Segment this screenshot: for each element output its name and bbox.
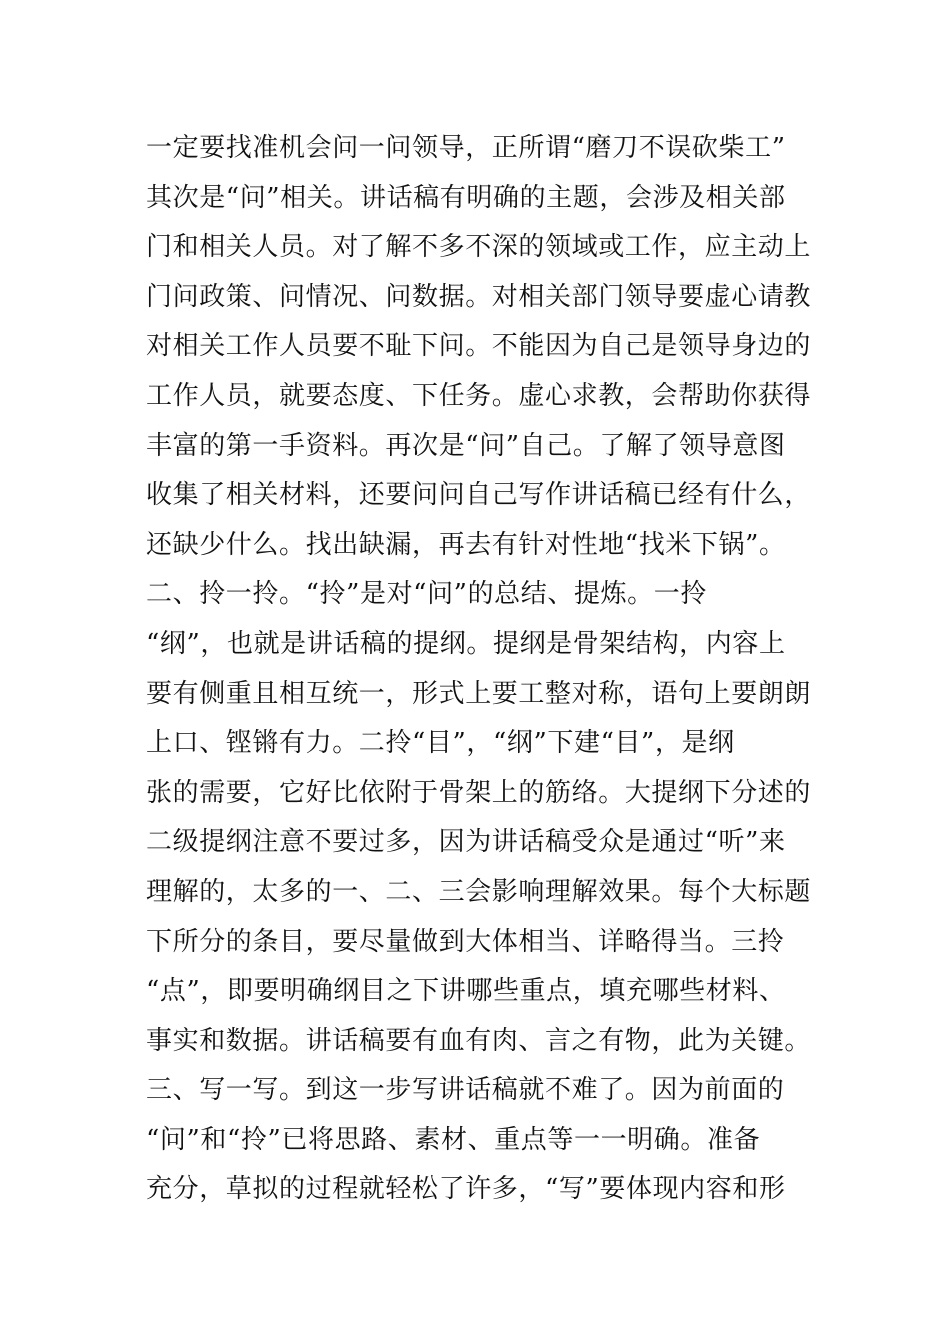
text-line: 还缺少什么。找出缺漏，再去有针对性地“找米下锅”。 (146, 529, 786, 560)
text-line: 对相关工作人员要不耻下问。不能因为自己是领导身边的 (146, 331, 812, 362)
text-line: “点”，即要明确纲目之下讲哪些重点，填充哪些材料、 (146, 976, 786, 1007)
text-line: “问”和“拎”已将思路、素材、重点等一一明确。准备 (146, 1124, 761, 1155)
body-text (146, 124, 846, 1215)
text-line: 要有侧重且相互统一，形式上要工整对称，语句上要朗朗 (146, 678, 812, 709)
text-line: 下所分的条目，要尽量做到大体相当、详略得当。三拎 (146, 926, 785, 957)
text-line: 上口、铿锵有力。二拎“目”，“纲”下建“目”，是纲 (146, 728, 735, 759)
text-line: 充分，草拟的过程就轻松了许多，“写”要体现内容和形 (146, 1174, 786, 1205)
text-line: 一定要找准机会问一问领导，正所谓“磨刀不误砍柴工” (146, 133, 786, 163)
text-line: “纲”，也就是讲话稿的提纲。提纲是骨架结构，内容上 (146, 628, 786, 659)
text-line: 收集了相关材料，还要问问自己写作讲话稿已经有什么， (146, 480, 812, 511)
text-line: 门和相关人员。对了解不多不深的领域或工作，应主动上 (146, 232, 812, 263)
text-line: 事实和数据。讲话稿要有血有肉、言之有物，此为关键。 (146, 1025, 812, 1056)
text-line: 门问政策、问情况、问数据。对相关部门领导要虚心请教 (146, 281, 812, 312)
text-line: 理解的，太多的一、二、三会影响理解效果。每个大标题 (146, 876, 812, 907)
text-line: 工作人员，就要态度、下任务。虚心求教，会帮助你获得 (146, 380, 812, 411)
section-heading-line: 三、写一写。到这一步写讲话稿就不难了。因为前面的 (146, 1075, 785, 1106)
text-line: 其次是“问”相关。讲话稿有明确的主题，会涉及相关部 (146, 182, 786, 213)
text-line: 丰富的第一手资料。再次是“问”自己。了解了领导意图 (146, 430, 786, 461)
text-line: 张的需要，它好比依附于骨架上的筋络。大提纲下分述的 (146, 777, 812, 808)
text-line: 二级提纲注意不要过多，因为讲话稿受众是通过“听”来 (146, 827, 786, 858)
section-heading-line: 二、拎一拎。“拎”是对“问”的总结、提炼。一拎 (146, 579, 707, 610)
